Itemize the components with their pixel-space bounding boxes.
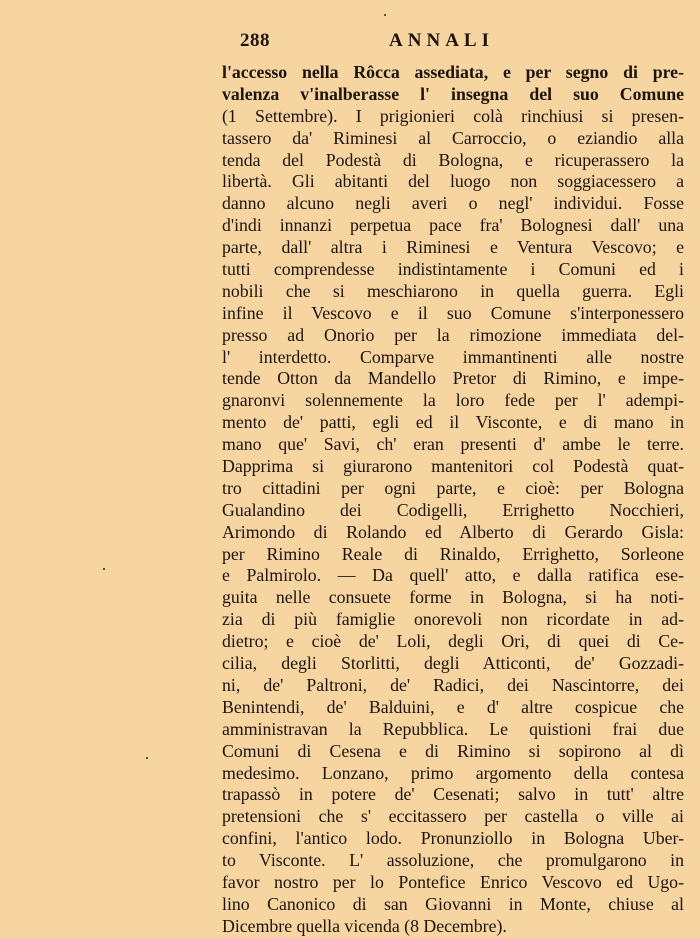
text-line: Benintendi, de' Balduini, e d' altre cospicue che xyxy=(222,696,684,717)
text-line: dietro; e cioè de' Loli, degli Ori, di quei di Ce- xyxy=(222,631,684,652)
text-line: (1 Settembre). I prigionieri colà rinchiusi si presen- xyxy=(222,105,684,126)
text-line: valenza v'inalberasse l' insegna del suo Comune xyxy=(222,83,684,104)
text-line: pretensioni che s' eccitassero per castella o ville ai xyxy=(222,806,684,827)
text-line: parte, dall' altra i Riminesi e Ventura Vescovo; e xyxy=(222,237,684,258)
text-line: lino Canonico di san Giovanni in Monte, chiuse al xyxy=(222,893,684,914)
text-line: presso ad Onorio per la rimozione immediata del- xyxy=(222,324,684,345)
text-line: per Rimino Reale di Rinaldo, Errighetto, Sorleone xyxy=(222,543,684,564)
text-line: guita nelle consuete forme in Bologna, si ha noti- xyxy=(222,587,684,608)
text-line: danno alcuno negli averi o negl' individui. Fosse xyxy=(222,193,684,214)
text-line: l'accesso nella Rôcca assediata, e per segno di pre- xyxy=(222,62,684,82)
text-line: infine il Vescovo e il suo Comune s'interponessero xyxy=(222,302,684,323)
text-line: libertà. Gli abitanti del luogo non soggiacessero a xyxy=(222,171,684,192)
text-line: trapassò in potere de' Cesenati; salvo in tutt' altre xyxy=(222,784,684,805)
body-text xyxy=(222,62,684,938)
text-line: zia di più famiglie onorevoli non ricordate in ad- xyxy=(222,609,684,630)
text-line: Dicembre quella vicenda (8 Decembre). xyxy=(222,915,507,936)
paper-speck xyxy=(103,568,105,570)
text-line: gnaronvi solennemente la loro fede per l' adempi- xyxy=(222,390,684,411)
text-line: Dapprima si giurarono mantenitori col Podestà quat- xyxy=(222,456,684,477)
text-line: mento de' patti, egli ed il Visconte, e di mano in xyxy=(222,412,684,433)
text-line: ni, de' Paltroni, de' Radici, dei Nascintorre, dei xyxy=(222,674,684,695)
text-line: tutti comprendesse indistintamente i Comuni ed i xyxy=(222,259,684,280)
text-line: confini, l'antico lodo. Pronunziollo in Bologna Uber- xyxy=(222,828,684,849)
page-number: 288 xyxy=(240,30,270,51)
text-line: e Palmirolo. — Da quell' atto, e dalla ratifica ese- xyxy=(222,565,684,586)
text-line: mano que' Savi, ch' eran presenti d' ambe le terre. xyxy=(222,434,684,455)
text-line: to Visconte. L' assoluzione, che promulgarono in xyxy=(222,850,684,871)
text-line: tassero da' Riminesi al Carroccio, o eziandio alla xyxy=(222,127,684,148)
running-title: ANNALI xyxy=(389,30,494,51)
text-line: l' interdetto. Comparve immantinenti alle nostre xyxy=(222,346,684,367)
text-line: tenda del Podestà di Bologna, e ricuperassero la xyxy=(222,149,684,170)
text-line: amministravan la Repubblica. Le quistioni frai due xyxy=(222,718,684,739)
page-header xyxy=(222,30,498,54)
text-line: cilia, degli Storlitti, degli Atticonti, de' Gozzadi- xyxy=(222,653,684,674)
text-line: Arimondo di Rolando ed Alberto di Gerardo Gisla: xyxy=(222,521,684,542)
text-line: favor nostro per lo Pontefice Enrico Vescovo ed Ugo- xyxy=(222,871,684,892)
paper-speck xyxy=(146,757,148,759)
paper-speck xyxy=(384,14,386,16)
text-line: tro cittadini per ogni parte, e cioè: per Bologna xyxy=(222,477,684,498)
text-line: medesimo. Lonzano, primo argomento della contesa xyxy=(222,762,684,783)
text-line: tende Otton da Mandello Pretor di Rimino, e impe- xyxy=(222,368,684,389)
text-line: d'indi innanzi perpetua pace fra' Bolognesi dall' una xyxy=(222,215,684,236)
text-line: Gualandino dei Codigelli, Errighetto Nocchieri, xyxy=(222,499,684,520)
text-line: Comuni di Cesena e di Rimino si sopirono al dì xyxy=(222,740,684,761)
text-line: nobili che si meschiarono in quella guerra. Egli xyxy=(222,280,684,301)
